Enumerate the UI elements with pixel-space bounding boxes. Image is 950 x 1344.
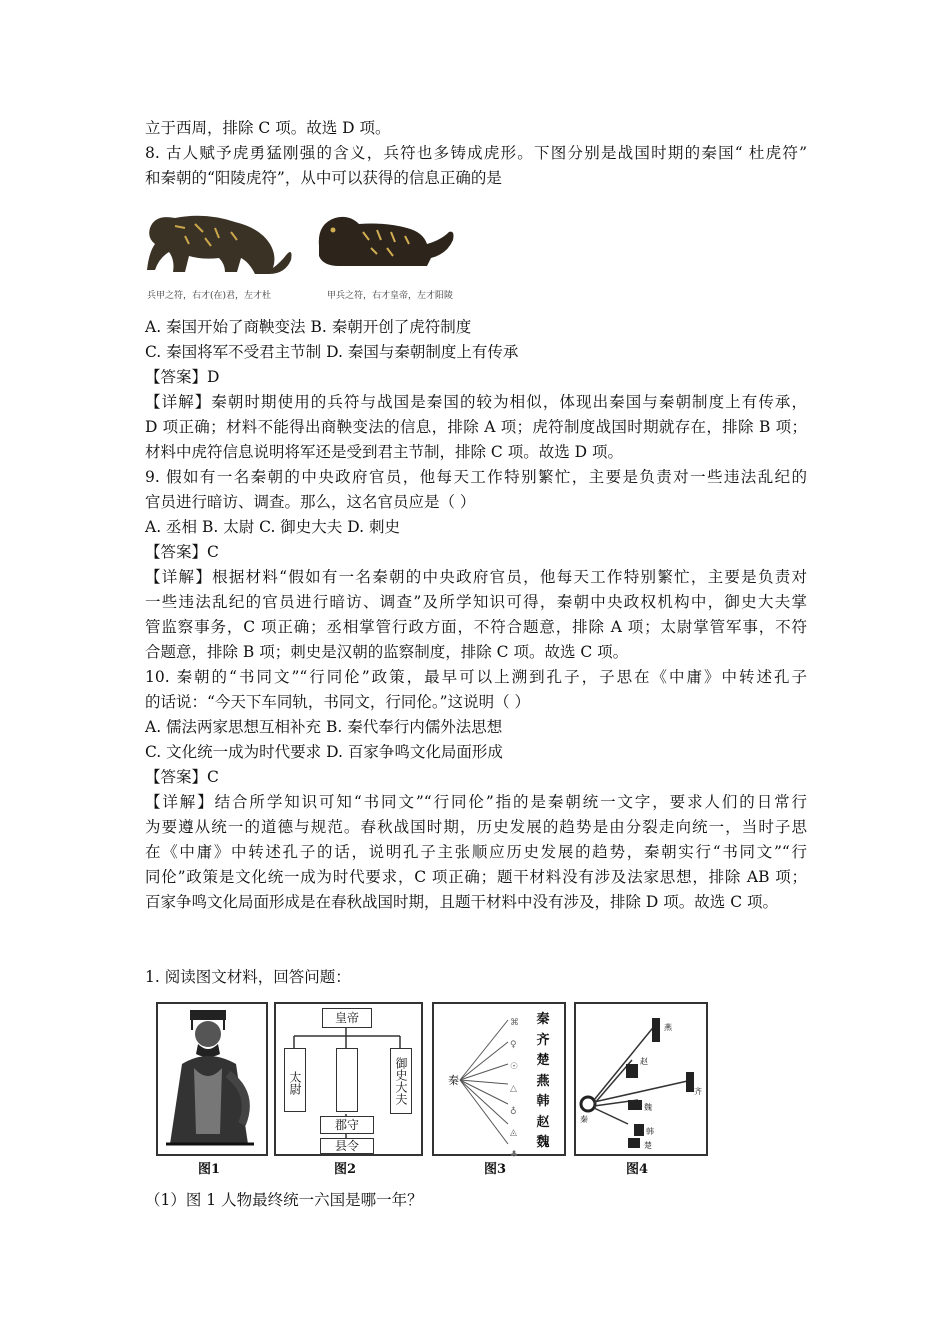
- yangling-tiger-caption: 甲兵之符，右才皇帝，左才阳陵: [327, 291, 454, 301]
- du-tiger-tally-image: [145, 208, 295, 280]
- text-line: 立于西周，排除 C 项。故选 D 项。: [145, 119, 391, 137]
- question-8-options-2: C. 秦国将军不受君主节制 D. 秦国与秦朝制度上有传承: [145, 343, 519, 361]
- tiger-tally-figures: [145, 208, 485, 303]
- question-8-explanation: 【详解】秦朝时期使用的兵符与战国是秦国的较为相似，体现出秦国与秦朝制度上有传承，: [145, 393, 807, 411]
- question-9-stem-cont: 官员进行暗访、调查。那么，这名官员应是（ ）: [145, 493, 476, 511]
- question-8-options-1: A. 秦国开始了商鞅变法 B. 秦朝开创了虎符制度: [145, 318, 472, 336]
- fig2-label: 图2: [334, 1162, 357, 1177]
- section-1-question-1: （1）图 1 人物最终统一六国是哪一年？: [145, 1191, 423, 1209]
- question-9-explanation: 合题意，排除 B 项；刺史是汉朝的监察制度，排除 C 项。故选 C 项。: [145, 643, 629, 661]
- emperor-figure-image: [158, 1004, 266, 1154]
- du-tiger-caption: 兵甲之符，右才(在)君，左才杜: [147, 291, 272, 301]
- state-name: 赵: [536, 1114, 550, 1130]
- fig3-script-unification: [432, 1002, 566, 1160]
- question-9-answer: 【答案】C: [145, 543, 219, 561]
- fig4-label: 图4: [626, 1162, 649, 1177]
- state-name: 韩: [536, 1094, 550, 1109]
- state-name: 秦: [536, 1012, 550, 1027]
- map-label-wei: 魏: [644, 1103, 652, 1112]
- question-8-answer: 【答案】D: [145, 368, 220, 386]
- question-8-explanation: 材料中虎符信息说明将军还是受到君主节制，排除 C 项。故选 D 项。: [145, 443, 623, 461]
- figure-panel: [152, 1000, 712, 1180]
- question-9-explanation: 一些违法乱纪的官员进行暗访、调查”及所学知识可得，秦朝中央政权机构中，御史大夫掌: [145, 593, 807, 611]
- map-label-qi: 齐: [694, 1087, 702, 1096]
- state-name: 齐: [536, 1032, 550, 1048]
- question-10-stem: 10. 秦朝的“书同文”“行同伦”政策，最早可以上溯到孔子，子思在《中庸》中转述孔子: [145, 668, 807, 686]
- question-8-stem-cont: 和秦朝的“阳陵虎符”，从中可以获得的信息正确的是: [145, 169, 502, 187]
- map-label-qin: 秦: [580, 1115, 588, 1124]
- question-8-explanation: D 项正确；材料不能得出商鞅变法的信息，排除 A 项；虎符制度战国时期就存在，排除 B 项；: [145, 418, 807, 436]
- fig3-state-list: [534, 1010, 552, 1154]
- map-label-han: 韩: [646, 1127, 654, 1136]
- question-10-answer: 【答案】C: [145, 768, 219, 786]
- org-node-county: 县令: [320, 1138, 374, 1154]
- section-1-title: 1. 阅读图文材料，回答问题：: [145, 968, 351, 986]
- fig3-label: 图3: [484, 1162, 507, 1177]
- fig4-arrows: [576, 1004, 706, 1154]
- state-name: 楚: [536, 1053, 550, 1068]
- question-10-explanation: 百家争鸣文化局面形成是在春秋战国时期，且题干材料中没有涉及，排除 D 项。故选 C 项。: [145, 893, 778, 911]
- org-node-taiwei: 太尉: [284, 1048, 306, 1112]
- question-10-options-2: C. 文化统一成为时代要求 D. 百家争鸣文化局面形成: [145, 743, 503, 761]
- question-10-explanation: 在《中庸》中转述孔子的话，说明孔子主张顺应历史发展的趋势，秦朝实行“书同文”“行: [145, 843, 807, 861]
- question-10-explanation: 同伦”政策是文化统一成为时代要求，C 项正确；题干材料没有涉及法家思想，排除 AB 项；: [145, 868, 807, 886]
- map-label-yan: 燕: [664, 1023, 672, 1032]
- question-10-explanation: 【详解】结合所学知识可知“书同文”“行同伦”指的是秦朝统一文字，要求人们的日常行: [145, 793, 807, 811]
- org-node-chancellor-blank: [336, 1048, 358, 1112]
- question-9-stem: 9. 假如有一名秦朝的中央政府官员，他每天工作特别繁忙，主要是负责对一些违法乱纪的: [145, 468, 807, 486]
- question-9-explanation: 管监察事务，C 项正确；丞相掌管行政方面，不符合题意，排除 A 项；太尉掌管军事，不符: [145, 618, 807, 636]
- org-node-prefecture: 郡守: [320, 1116, 374, 1134]
- yangling-tiger-tally-image: [315, 210, 455, 272]
- state-name: 魏: [536, 1135, 550, 1150]
- state-name: 燕: [536, 1073, 550, 1089]
- map-label-zhao: 赵: [640, 1057, 648, 1066]
- fig3-center-char: 秦: [448, 1074, 459, 1087]
- fig1-emperor-portrait: [156, 1002, 268, 1156]
- fig3-script-glyphs: ⌘ ♀ ☉ △ ♁ ◬ ♣: [510, 1018, 519, 1160]
- fig4-conquest-map: [574, 1002, 708, 1156]
- fig1-label: 图1: [198, 1162, 221, 1177]
- question-8-stem: 8. 古人赋予虎勇猛刚强的含义，兵符也多铸成虎形。下图分别是战国时期的秦国“ 杜虎符”: [145, 144, 807, 162]
- org-node-censor: 御史大夫: [390, 1048, 412, 1114]
- org-node-emperor: 皇帝: [322, 1008, 372, 1028]
- question-10-options-1: A. 儒法两家思想互相补充 B. 秦代奉行内儒外法思想: [145, 718, 503, 736]
- fig2-org-chart: [274, 1002, 423, 1156]
- question-10-stem-cont: 的话说：“今天下车同轨，书同文，行同伦。”这说明（ ）: [145, 693, 531, 711]
- question-10-explanation: 为要遵从统一的道德与规范。春秋战国时期，历史发展的趋势是由分裂走向统一，当时子思: [145, 818, 807, 836]
- question-9-options: A. 丞相 B. 太尉 C. 御史大夫 D. 刺史: [145, 518, 400, 536]
- question-9-explanation: 【详解】根据材料“假如有一名秦朝的中央政府官员，他每天工作特别繁忙，主要是负责对: [145, 568, 807, 586]
- map-label-chu: 楚: [644, 1141, 652, 1150]
